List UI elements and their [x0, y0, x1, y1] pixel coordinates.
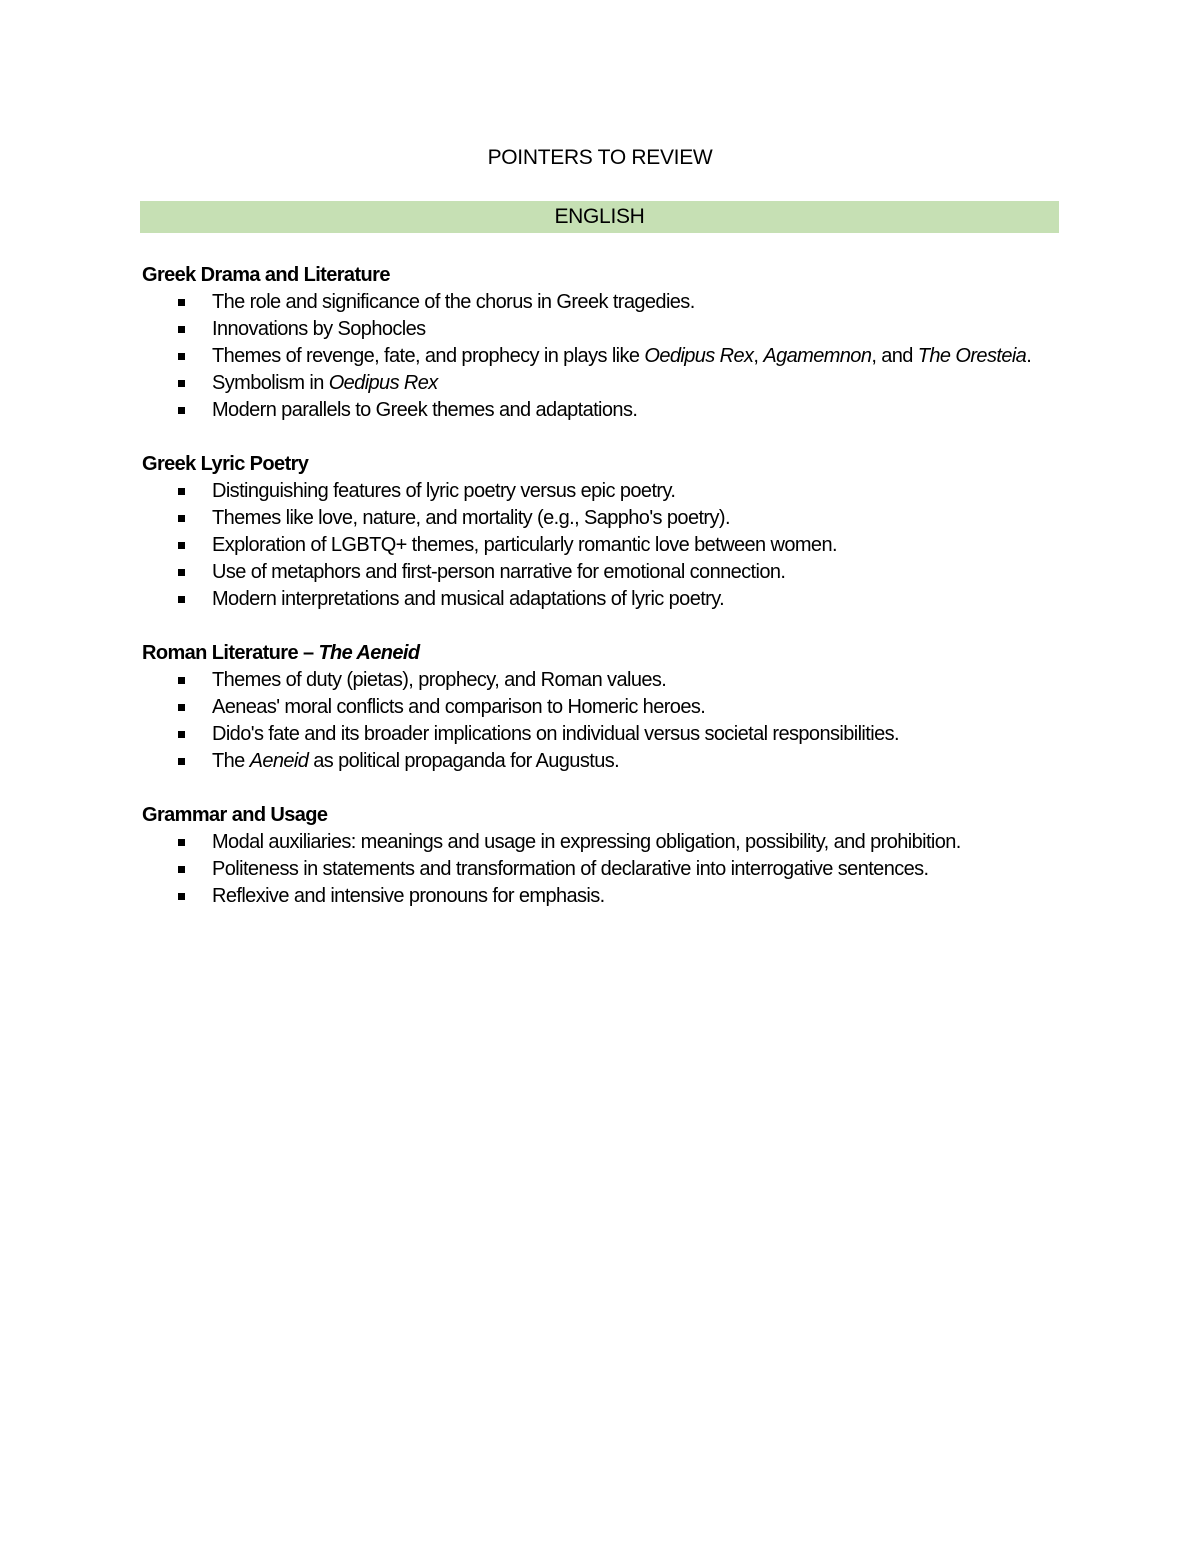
square-bullet-icon	[178, 758, 185, 765]
bullet-list	[142, 829, 1142, 910]
section-heading: Greek Lyric Poetry	[142, 453, 309, 475]
list-item-text: as political propaganda for Augustus.	[308, 750, 620, 772]
list-item	[142, 748, 1142, 775]
list-item-text: The	[212, 750, 250, 772]
square-bullet-icon	[178, 731, 185, 738]
list-item	[142, 856, 1142, 883]
play-title: Oedipus Rex	[328, 372, 438, 394]
list-item-text: Modern interpretations and musical adaptations of lyric poetry.	[212, 588, 725, 610]
list-item	[142, 586, 1142, 613]
list-item-text: Reflexive and intensive pronouns for emphasis.	[212, 885, 605, 907]
list-item	[142, 478, 1142, 505]
list-item-text: Distinguishing features of lyric poetry versus epic poetry.	[212, 480, 676, 502]
list-item-text: Use of metaphors and first-person narrative for emotional connection.	[212, 561, 786, 583]
bullet-list	[142, 289, 1142, 424]
list-item-text: Themes like love, nature, and mortality (e.g., Sappho's poetry).	[212, 507, 730, 529]
list-item	[142, 883, 1142, 910]
section-heading: Greek Drama and Literature	[142, 264, 390, 286]
square-bullet-icon	[178, 353, 185, 360]
document-content	[142, 262, 1142, 937]
square-bullet-icon	[178, 542, 185, 549]
section-heading: Grammar and Usage	[142, 804, 328, 826]
bullet-list	[142, 667, 1142, 775]
play-title: The Oresteia	[917, 345, 1027, 367]
list-item-text: Themes of revenge, fate, and prophecy in plays like	[212, 345, 645, 367]
list-item-text: Politeness in statements and transformation of declarative into interrogative sentences.	[212, 858, 929, 880]
square-bullet-icon	[178, 407, 185, 414]
list-item	[142, 505, 1142, 532]
square-bullet-icon	[178, 866, 185, 873]
square-bullet-icon	[178, 893, 185, 900]
list-item	[142, 370, 1142, 397]
section-roman-literature	[142, 640, 1142, 775]
list-item-text: Themes of duty (pietas), prophecy, and Roman values.	[212, 669, 667, 691]
list-item-text: Aeneas' moral conflicts and comparison to Homeric heroes.	[212, 696, 706, 718]
list-item-text: Dido's fate and its broader implications on individual versus societal responsibilities.	[212, 723, 899, 745]
list-item-text: Modern parallels to Greek themes and adaptations.	[212, 399, 638, 421]
list-item-text: The role and significance of the chorus in Greek tragedies.	[212, 291, 695, 313]
list-item-text: ,	[753, 345, 764, 367]
work-title: The Aeneid	[318, 642, 420, 664]
square-bullet-icon	[178, 488, 185, 495]
list-item-text: Innovations by Sophocles	[212, 318, 426, 340]
list-item-text: Symbolism in	[212, 372, 329, 394]
list-item-text: Exploration of LGBTQ+ themes, particularly romantic love between women.	[212, 534, 837, 556]
square-bullet-icon	[178, 515, 185, 522]
list-item	[142, 667, 1142, 694]
section-greek-lyric-poetry	[142, 451, 1142, 613]
square-bullet-icon	[178, 839, 185, 846]
square-bullet-icon	[178, 677, 185, 684]
list-item	[142, 289, 1142, 316]
square-bullet-icon	[178, 596, 185, 603]
list-item	[142, 316, 1142, 343]
list-item	[142, 343, 1142, 370]
square-bullet-icon	[178, 299, 185, 306]
section-heading	[142, 640, 1142, 667]
list-item	[142, 397, 1142, 424]
play-title: Oedipus Rex	[644, 345, 754, 367]
list-item	[142, 559, 1142, 586]
list-item-text: , and	[871, 345, 918, 367]
section-greek-drama	[142, 262, 1142, 424]
list-item-text: .	[1026, 345, 1032, 367]
page-title: POINTERS TO REVIEW	[487, 146, 713, 169]
work-title: Aeneid	[249, 750, 309, 772]
square-bullet-icon	[178, 380, 185, 387]
section-grammar-usage	[142, 802, 1142, 910]
subject-band: ENGLISH	[140, 201, 1059, 233]
play-title: Agamemnon	[763, 345, 872, 367]
square-bullet-icon	[178, 326, 185, 333]
list-item	[142, 694, 1142, 721]
square-bullet-icon	[178, 569, 185, 576]
list-item	[142, 721, 1142, 748]
list-item-text: Modal auxiliaries: meanings and usage in expressing obligation, possibility, and prohibition.	[212, 831, 961, 853]
square-bullet-icon	[178, 704, 185, 711]
list-item	[142, 829, 1142, 856]
section-heading-text: Roman Literature –	[142, 642, 319, 664]
bullet-list	[142, 478, 1142, 613]
list-item	[142, 532, 1142, 559]
